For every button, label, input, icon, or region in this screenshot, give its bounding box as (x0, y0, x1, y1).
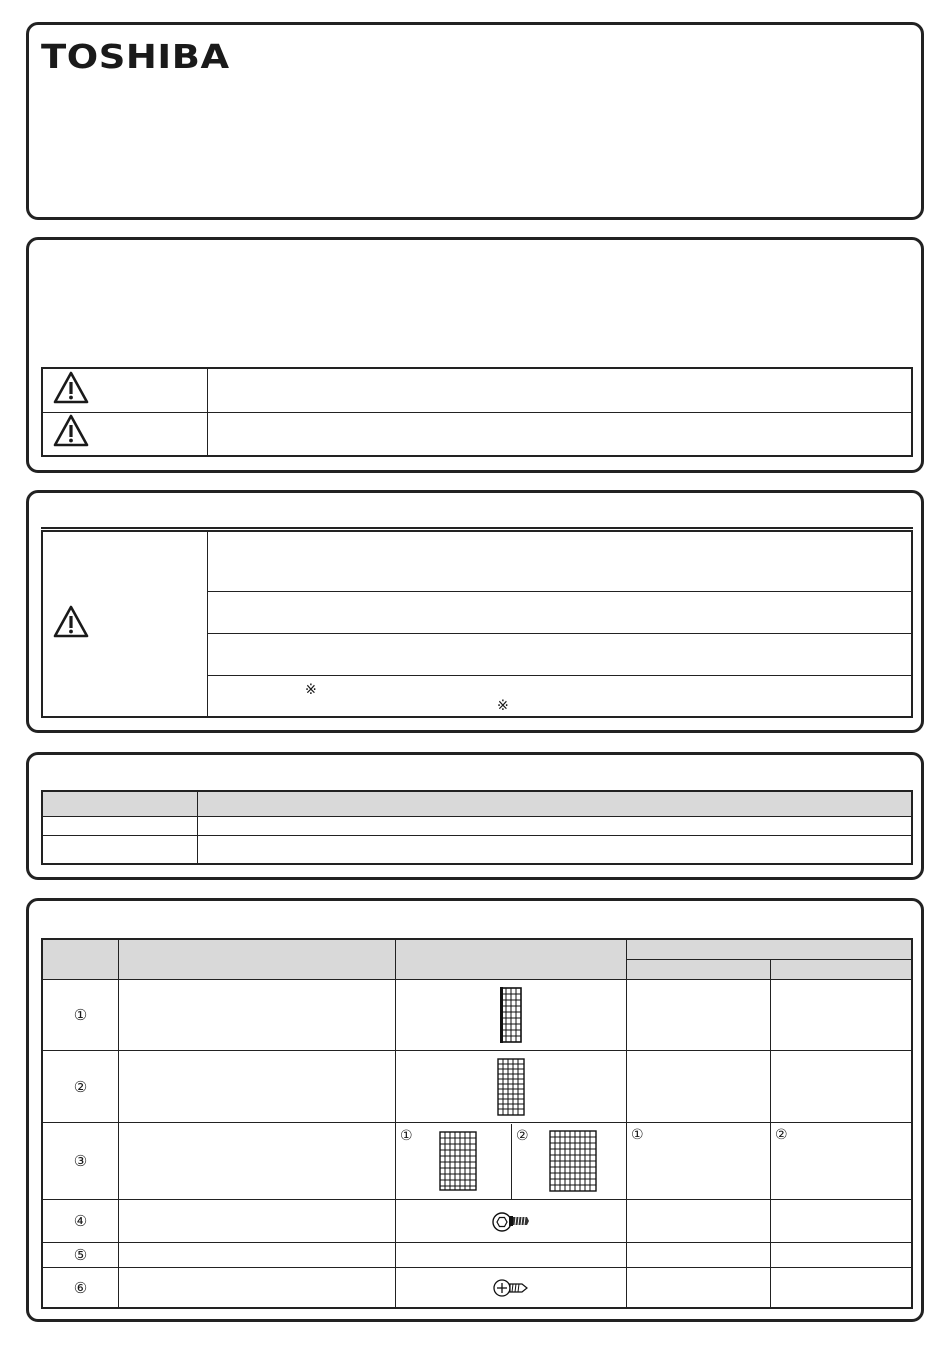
reference-mark: ※ (497, 696, 509, 713)
model-table-header (42, 791, 912, 817)
safety-level-row (42, 412, 912, 456)
parts-header-no (42, 939, 119, 979)
caution-icon-cell (42, 531, 208, 717)
caution-table (41, 530, 913, 718)
parts-header-qty-b (771, 959, 913, 979)
safety-level-text-cell (208, 412, 913, 456)
model-panel (26, 752, 924, 880)
caution-text-cell (208, 675, 913, 717)
warning-triangle-icon (53, 371, 89, 405)
safety-levels-panel (26, 237, 924, 473)
part-figure-cell (396, 1123, 627, 1199)
filter-mesh-icon (498, 986, 524, 1044)
parts-row (42, 1268, 912, 1308)
part-qty-a (627, 1268, 771, 1308)
part-qty-b: ② (771, 1123, 913, 1199)
parts-header-figure (396, 939, 627, 979)
part-name (119, 979, 396, 1050)
parts-header-row (42, 939, 912, 959)
part-figure-cell (396, 1051, 627, 1123)
part-qty-b (771, 1243, 913, 1268)
filter-mesh-icon (548, 1129, 598, 1193)
part-number: ③ (42, 1123, 119, 1199)
safety-level-row (42, 368, 912, 412)
part-qty-b (771, 1199, 913, 1242)
parts-panel (26, 898, 924, 1322)
model-row (42, 836, 912, 865)
parts-header-qty (627, 939, 913, 959)
caution-text-cell (208, 633, 913, 675)
part-number: ⑤ (42, 1243, 119, 1268)
model-cell (198, 817, 913, 836)
parts-row (42, 1243, 912, 1268)
part-qty-a (627, 1199, 771, 1242)
part-qty-a (627, 979, 771, 1050)
part-number: ② (42, 1051, 119, 1123)
part-name (119, 1051, 396, 1123)
part-qty-a (627, 1243, 771, 1268)
part-number: ⑥ (42, 1268, 119, 1308)
model-cell (42, 836, 198, 865)
sub-part-label: ① (400, 1126, 413, 1143)
part-figure-cell (396, 979, 627, 1050)
caution-panel (26, 490, 924, 733)
hex-screw-icon (491, 1207, 531, 1235)
reference-mark: ※ (305, 680, 317, 697)
part-qty-b (771, 1268, 913, 1308)
section-rule (41, 527, 913, 529)
part-qty-a (627, 1051, 771, 1123)
part-figure-cell (396, 1243, 627, 1268)
model-header-cell (198, 791, 913, 817)
part-name (119, 1123, 396, 1199)
caution-text-cell (208, 531, 913, 591)
tapping-screw-icon (493, 1275, 529, 1301)
part-figure-cell (396, 1199, 627, 1242)
part-number: ① (42, 979, 119, 1050)
safety-levels-table (41, 367, 913, 457)
sub-part-label: ② (516, 1126, 529, 1143)
parts-header-qty-a (627, 959, 771, 979)
model-row (42, 817, 912, 836)
parts-row (42, 979, 912, 1050)
safety-level-icon-cell (42, 412, 208, 456)
part-name (119, 1268, 396, 1308)
parts-table (41, 938, 913, 1309)
model-cell (198, 836, 913, 865)
part-name (119, 1199, 396, 1242)
model-cell (42, 817, 198, 836)
part-figure-cell (396, 1268, 627, 1308)
model-header-cell (42, 791, 198, 817)
parts-row (42, 1123, 912, 1199)
header-panel (26, 22, 924, 220)
parts-header-name (119, 939, 396, 979)
part-number: ④ (42, 1199, 119, 1242)
parts-row (42, 1051, 912, 1123)
filter-mesh-icon (495, 1057, 527, 1117)
model-table (41, 790, 913, 865)
part-qty-b (771, 979, 913, 1050)
safety-level-icon-cell (42, 368, 208, 412)
warning-triangle-icon (53, 414, 89, 448)
parts-row (42, 1199, 912, 1242)
caution-text-cell (208, 591, 913, 633)
filter-mesh-icon (438, 1130, 478, 1192)
caution-row (42, 531, 912, 591)
safety-level-text-cell (208, 368, 913, 412)
warning-triangle-icon (53, 605, 89, 639)
part-name (119, 1243, 396, 1268)
part-qty-a: ① (627, 1123, 771, 1199)
toshiba-logo: TOSHIBA (41, 37, 230, 76)
part-qty-b (771, 1051, 913, 1123)
